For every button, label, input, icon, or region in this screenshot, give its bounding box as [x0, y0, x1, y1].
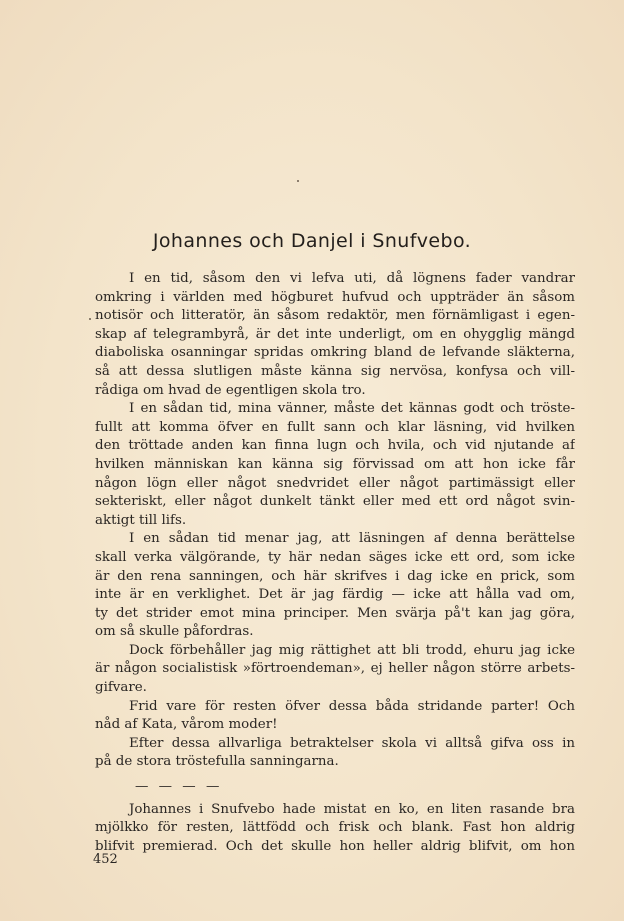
text-line: gifvare. — [95, 680, 147, 696]
text-line: sekteriskt, eller något dunkelt tänkt eller med ett ord något svin- — [95, 494, 575, 510]
paper-speck — [89, 318, 91, 320]
text-line: om så skulle påfordras. — [95, 624, 254, 640]
text-line: Dock förbehåller jag mig rättighet att bli trodd, ehuru jag icke — [129, 642, 575, 658]
text-line: är någon socialistisk »förtroendeman», ej heller någon större arbets- — [95, 661, 575, 677]
text-line: någon lögn eller något snedvridet eller något partimässigt eller — [95, 475, 575, 491]
text-line: notisör och litteratör, än såsom redaktör, men förnämligast i egen- — [95, 308, 575, 324]
text-line: Johannes i Snufvebo hade mistat en ko, en liten rasande bra — [129, 801, 575, 817]
text-line: nåd af Kata, vårom moder! — [95, 717, 278, 733]
text-line: skall verka välgörande, ty här nedan säges icke ett ord, som icke — [95, 549, 575, 565]
text-line: är den rena sanningen, och här skrifves i dag icke en prick, som — [95, 568, 575, 584]
text-line: omkring i världen med högburet hufvud och uppträder än såsom — [95, 289, 575, 305]
page-number: 452 — [93, 852, 118, 867]
text-line: blifvit premierad. Och det skulle hon heller aldrig blifvit, om hon — [95, 838, 575, 854]
chapter-title: Johannes och Danjel i Snufvebo. — [152, 230, 472, 252]
text-line: I en sådan tid menar jag, att läsningen af denna berättelse — [129, 531, 575, 547]
paper-speck — [297, 180, 299, 182]
text-line: ty det strider emot mina principer. Men svärja på't kan jag göra, — [95, 605, 575, 621]
text-line: mjölkko för resten, lättfödd och frisk och blank. Fast hon aldrig — [95, 820, 575, 836]
text-line: skap af telegrambyrå, är det inte underligt, om en ohygglig mängd — [95, 326, 575, 342]
text-line: fullt att komma öfver en fullt sann och klar läsning, vid hvilken — [95, 419, 575, 435]
text-line: diaboliska osanningar spridas omkring bland de lefvande släkterna, — [95, 345, 575, 361]
text-line: hvilken människan kan känna sig förvissad om att hon icke får — [95, 456, 575, 472]
text-line: I en sådan tid, mina vänner, måste det kännas godt och tröste- — [129, 401, 575, 417]
text-line: inte är en verklighet. Det är jag färdig — icke att hålla vad om, — [95, 587, 575, 603]
section-divider: — — — — — [135, 779, 223, 795]
text-line: så att dessa slutligen måste känna sig nervösa, konfysa och vill- — [95, 363, 575, 379]
text-line: på de stora tröstefulla sanningarna. — [95, 754, 339, 770]
text-line: den tröttade anden kan finna lugn och hvila, och vid njutande af — [95, 438, 575, 454]
text-line: rådiga om hvad de egentligen skola tro. — [95, 382, 366, 398]
text-line: Frid vare för resten öfver dessa båda stridande parter! Och — [129, 698, 575, 714]
text-line: aktigt till lifs. — [95, 512, 187, 528]
body-text — [95, 270, 575, 856]
text-line: Efter dessa allvarliga betraktelser skola vi alltså gifva oss in — [129, 735, 575, 751]
text-line: I en tid, såsom den vi lefva uti, då lögnens fader vandrar — [129, 271, 575, 286]
